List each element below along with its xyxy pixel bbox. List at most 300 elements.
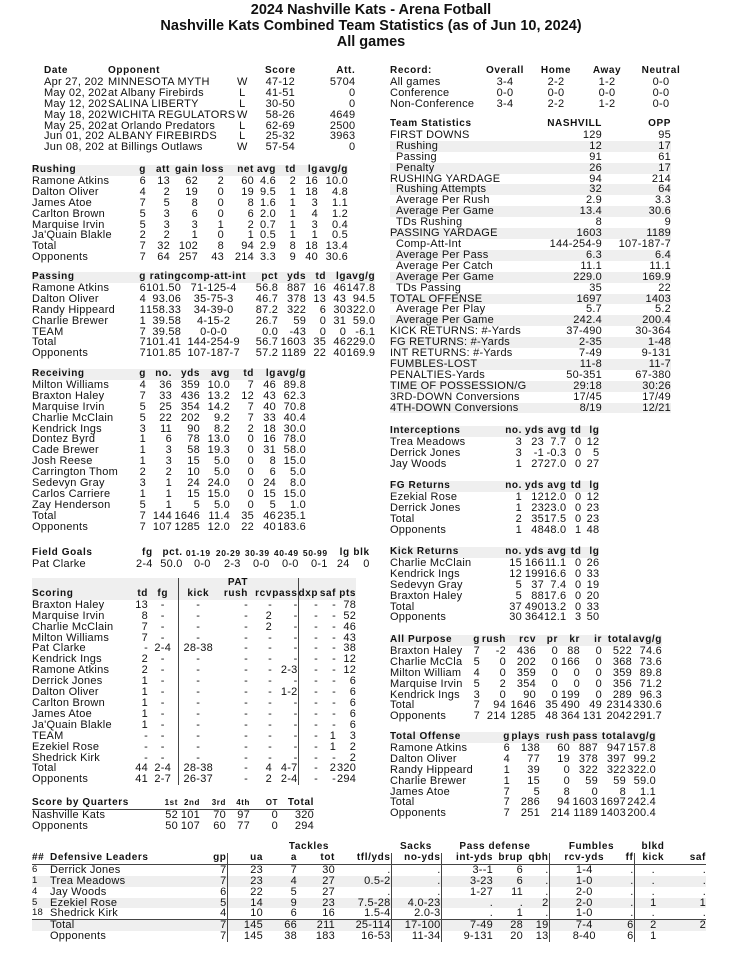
cell-no: 37 xyxy=(509,600,522,613)
cell-g: 7 xyxy=(139,347,146,360)
cell-ua: 22 xyxy=(250,885,263,898)
cell-pr: 0 xyxy=(551,644,558,657)
cell-pts: 6 xyxy=(349,718,357,731)
cell-ff: 6 xyxy=(619,931,634,942)
cell-rush: - xyxy=(244,773,248,786)
cell-saf: - xyxy=(332,675,337,688)
cell-pass: - xyxy=(272,698,298,709)
stat-opp: 17 xyxy=(658,139,671,152)
cell-yds: 23 xyxy=(531,501,544,514)
group-label-fumbles: Fumbles xyxy=(568,841,615,852)
cell-g: 1 xyxy=(139,303,146,316)
cell-rcv: - xyxy=(268,751,272,764)
cell-td: 0 xyxy=(247,498,254,511)
cell-avg: 19.3 xyxy=(207,444,230,457)
cell-td: 0 xyxy=(247,487,254,500)
receiving-section xyxy=(32,369,306,533)
cell-no: 25 xyxy=(159,400,172,413)
games-section xyxy=(44,66,355,153)
col-header: All Purpose xyxy=(390,634,453,645)
cell-avg: 8.2 xyxy=(213,422,230,435)
cell-kick: - xyxy=(178,742,218,753)
cell-yds: 354 xyxy=(180,400,200,413)
cell-score: 47-12 xyxy=(265,75,296,88)
cell-score: 41-51 xyxy=(265,86,296,99)
cell-dxp: - xyxy=(314,642,319,655)
cell-fg: - xyxy=(160,675,165,688)
report-scope: All games xyxy=(336,34,406,50)
row-label: Conference xyxy=(390,86,450,99)
cell-g: 5 xyxy=(139,411,146,424)
cell-lg: 23 xyxy=(586,512,600,525)
stat-nashville: 7-49 xyxy=(578,347,602,360)
stat-opp: 22 xyxy=(658,281,671,294)
stat-nashville: 11.1 xyxy=(580,259,602,272)
cell-rcv: - xyxy=(268,707,272,720)
cell-td: 1 xyxy=(289,185,296,198)
cell-no: 2 xyxy=(515,512,522,525)
col-header: rcv-yds xyxy=(564,851,605,863)
stat-label: Average Per Game xyxy=(396,270,494,283)
row-label: Milton Williams xyxy=(32,631,110,644)
stat-opp: 11-7 xyxy=(648,357,671,370)
cell-avg: 1.6 xyxy=(259,196,276,209)
cell-loss: 2 xyxy=(217,174,224,187)
cell-kick: - xyxy=(178,720,218,731)
cell-plays: 138 xyxy=(520,741,540,754)
cell-avg-g: 1.1 xyxy=(639,785,656,798)
cell-fg: 2-4 xyxy=(154,762,172,775)
row-label: Trea Meadows xyxy=(50,874,126,887)
scoring-row xyxy=(32,720,356,731)
col-header: qbh xyxy=(523,853,549,864)
cell-td: 0 xyxy=(247,466,254,479)
cell-pass: - xyxy=(272,611,298,622)
row-label: TEAM xyxy=(32,325,64,338)
games-table xyxy=(44,66,355,153)
stat-nashville: 8/19 xyxy=(579,401,602,414)
stat-nashville: 50-351 xyxy=(566,368,602,381)
cell-g: 5 xyxy=(473,655,480,668)
col-header: pass xyxy=(572,731,598,742)
cell-lg: 43 xyxy=(263,389,276,402)
cell-ir: 131 xyxy=(582,710,602,723)
stat-label: Rushing Attempts xyxy=(396,183,487,196)
cell-brup: 1 xyxy=(516,907,523,920)
cell-avg-g: 10.0 xyxy=(325,174,348,187)
cell-total: 359 xyxy=(612,666,632,679)
stat-nashville: 29:18 xyxy=(573,379,602,392)
row-label: Braxton Haley xyxy=(32,598,105,611)
cell-rush: - xyxy=(244,642,248,655)
passing-row xyxy=(32,348,375,359)
cell-gp: 4 xyxy=(198,908,227,919)
row-label: Total xyxy=(390,796,415,809)
all-purpose-row xyxy=(390,711,662,722)
cell-qbh: 13 xyxy=(523,931,549,942)
stat-opp: 30.6 xyxy=(648,205,671,218)
row-label: Total xyxy=(50,920,198,931)
col-header: Interceptions xyxy=(390,425,461,436)
cell-lg: 23 xyxy=(586,501,600,514)
cell-td: 0 xyxy=(575,556,582,569)
cell-pts: 6 xyxy=(349,707,357,720)
cell-ff: . xyxy=(619,887,634,898)
cell-home: 2-2 xyxy=(547,97,565,110)
cell-yds: 378 xyxy=(287,292,307,305)
cell-td: 1 xyxy=(141,707,148,720)
cell-td: - xyxy=(144,740,148,753)
col-header: no. xyxy=(505,425,522,436)
cell-td: 2 xyxy=(247,422,254,435)
row-label: Pat Clarke xyxy=(32,642,86,655)
cell-tot: 23 xyxy=(322,896,335,909)
cell-score: 25-32 xyxy=(265,130,296,143)
cell-att: 5704 xyxy=(329,75,356,88)
cell-opponent: at Albany Firebirds xyxy=(108,86,204,99)
cell-saf: - xyxy=(332,707,337,720)
stat-label: Rushing xyxy=(396,139,439,152)
record-table xyxy=(390,66,690,110)
cell-ir: 0 xyxy=(595,655,602,668)
cell-td: 0 xyxy=(575,501,582,514)
cell-avg-g: 74.6 xyxy=(639,644,662,657)
cell-yds: 887 xyxy=(287,281,307,294)
cell-avg-g: 242.4 xyxy=(627,796,656,809)
cell-no-yds: . xyxy=(391,876,441,887)
cell-td: 2 xyxy=(289,174,296,187)
cell-rush: 94 xyxy=(493,699,506,712)
cell-kick: - xyxy=(178,687,218,698)
cell-rcv: 359 xyxy=(516,666,536,679)
cell-kr: 199 xyxy=(560,688,580,701)
cell-avg: 7.4 xyxy=(550,578,567,591)
cell-avg-g: 99.2 xyxy=(633,752,656,765)
cell-pts: 78 xyxy=(343,598,357,611)
cell-qbh: 19 xyxy=(523,920,549,931)
row-label: Charlie McCla xyxy=(390,655,463,668)
cell-avg-g: 330.6 xyxy=(633,699,662,712)
cell-td: 2 xyxy=(141,664,148,677)
cell-lg: 18 xyxy=(263,422,276,435)
cell-att: 2 xyxy=(163,229,170,242)
cell-total: 2042 xyxy=(606,710,632,723)
cell-pass: 322 xyxy=(578,763,598,776)
cell-rating: 101.85 xyxy=(146,347,182,360)
cell-avg-g: 1.2 xyxy=(331,207,348,220)
row-label: Carrington Thom xyxy=(32,466,119,479)
cell-td: 0 xyxy=(575,578,582,591)
cell-td: 1 xyxy=(575,523,582,536)
col-header: pr xyxy=(546,634,558,645)
cell-lg: 12 xyxy=(586,490,600,503)
cell-rush: 214 xyxy=(486,710,506,723)
stat-nashville: 91 xyxy=(589,150,602,163)
cell-fg: - xyxy=(160,696,165,709)
cell-home: 2-2 xyxy=(547,75,565,88)
cell-pass: 1-2 xyxy=(272,687,298,698)
cell-2nd: 107 xyxy=(180,819,200,832)
cell-g: 5 xyxy=(139,498,146,511)
row-label: May 18, 202 xyxy=(44,108,108,121)
stat-nashville: 5.7 xyxy=(585,303,602,316)
cell-avg-g: 30.0 xyxy=(283,422,306,435)
col-header: kick xyxy=(642,851,665,863)
cell-pts: 2 xyxy=(349,751,357,764)
cell-dxp: - xyxy=(314,686,319,699)
cell-gain: 8 xyxy=(191,196,198,209)
cell-ua: 145 xyxy=(243,930,263,942)
cell-td: 1 xyxy=(141,696,148,709)
cell-avg: 13.2 xyxy=(544,600,567,613)
col-header: td xyxy=(570,546,582,557)
cell-away: 0-0 xyxy=(598,86,616,99)
cell-pr: 48 xyxy=(545,710,558,723)
col-header: ua xyxy=(250,851,263,863)
cell-total: 947 xyxy=(606,741,626,754)
cell-total: 2314 xyxy=(606,699,632,712)
cell-g: 7 xyxy=(503,796,510,809)
cell-dxp: - xyxy=(314,773,319,786)
cell-pass: - xyxy=(272,720,298,731)
cell-rating: 101.41 xyxy=(146,336,182,349)
cell-int-yds: 9-131 xyxy=(463,930,493,942)
cell-tfl-yds: 25-114 xyxy=(335,920,391,931)
cell-away: 1-2 xyxy=(598,97,616,110)
cell-pass: 2-4 xyxy=(272,774,298,785)
cell-avg: -0.3 xyxy=(546,446,567,459)
cell-lg: 24 xyxy=(336,557,350,570)
cell-lg: 43 xyxy=(333,292,347,305)
cell-away: 1-2 xyxy=(598,75,616,88)
team-stat-row xyxy=(390,152,671,163)
cell-plays: 77 xyxy=(527,752,540,765)
row-label: Total xyxy=(390,600,415,613)
cell-kick: - xyxy=(178,698,218,709)
cell-fg: - xyxy=(160,653,165,666)
cell-no: 3 xyxy=(515,446,522,459)
cell-dxp: - xyxy=(314,751,319,764)
cell-brup: . xyxy=(519,896,523,909)
col-header: avg/g xyxy=(346,271,376,282)
cell-g: 1 xyxy=(139,314,146,327)
cell-net: 1 xyxy=(247,229,254,242)
cell-rcv-yds: 1-0 xyxy=(575,874,593,887)
cell-result: L xyxy=(239,119,246,132)
cell-int-yds: . xyxy=(489,896,493,909)
total-offense-row xyxy=(390,808,656,819)
cell-tfl-yds: 1.5-4 xyxy=(335,908,391,919)
cell-yds: 1285 xyxy=(174,520,200,533)
row-label: Ja'Quain Blakle xyxy=(32,718,112,731)
cell-1st: 52 xyxy=(165,808,178,821)
cell-dxp: - xyxy=(314,762,319,775)
row-label: Milton Williams xyxy=(32,378,110,391)
col-header: no. xyxy=(155,368,172,379)
cell-kr: 0 xyxy=(573,666,580,679)
cell-dxp: - xyxy=(314,740,319,753)
cell-lg: 40 xyxy=(263,520,276,533)
cell-pct: 50.0 xyxy=(160,557,183,570)
col-header: Away xyxy=(592,65,622,76)
cell-fg: - xyxy=(160,609,165,622)
passing-row xyxy=(32,316,375,327)
cell-gain: 19 xyxy=(185,185,198,198)
col-header: yds xyxy=(524,425,544,436)
cell-a: 4 xyxy=(290,874,297,887)
cell-kick: - xyxy=(178,600,218,611)
cell-avg-g: 157.8 xyxy=(627,741,656,754)
cell-comp-att-int: 35-75-3 xyxy=(193,292,234,305)
cell-: 4 xyxy=(32,885,38,897)
stat-nashville: 35 xyxy=(589,281,602,294)
cell-lg: 31 xyxy=(263,444,276,457)
row-label: Shedrick Kirk xyxy=(32,751,101,764)
cell-no: 11 xyxy=(160,422,172,435)
cell-yds: 436 xyxy=(180,389,200,402)
cell-no: 12 xyxy=(509,567,522,580)
team-stat-row xyxy=(390,392,671,403)
cell-rush: 94 xyxy=(557,796,570,809)
cell-ir: 0 xyxy=(595,677,602,690)
cell-avg: 12.0 xyxy=(207,520,230,533)
cell-avg-g: 0.4 xyxy=(331,218,348,231)
cell-td: 1 xyxy=(289,207,296,220)
col-header: 3rd xyxy=(211,798,226,807)
cell-saf xyxy=(672,931,706,942)
row-label: May 12, 202 xyxy=(44,97,108,110)
cell-g: 1 xyxy=(139,455,146,468)
cell-avg-g: 30.6 xyxy=(325,251,348,264)
col-header: lg xyxy=(589,546,600,557)
rushing-section xyxy=(32,165,348,263)
kick-return-row xyxy=(390,591,599,602)
cell-ir: 0 xyxy=(595,644,602,657)
cell-yds: 48 xyxy=(531,523,544,536)
cell-rush: - xyxy=(244,631,248,644)
stat-opp: 3.3 xyxy=(654,194,671,207)
cell-no-yds: 17-100 xyxy=(391,920,441,931)
row-label: Ramone Atkins xyxy=(32,664,110,677)
cell-result: L xyxy=(239,97,246,110)
stat-opp: 169.9 xyxy=(642,270,671,283)
cell-yds: 27 xyxy=(531,457,544,470)
cell-yds: 199 xyxy=(524,567,544,580)
cell-kick: - xyxy=(178,731,218,742)
cell-yds: 15 xyxy=(187,487,200,500)
cell-: 5 xyxy=(32,896,38,908)
cell-td: 7 xyxy=(141,631,148,644)
cell-kick: - xyxy=(178,622,218,633)
fg-return-row xyxy=(390,514,599,525)
passing-table xyxy=(32,272,375,359)
cell-dxp: - xyxy=(314,675,319,688)
field-goals-section xyxy=(32,548,370,570)
cell-tot: 211 xyxy=(297,920,335,931)
cell-g: 5 xyxy=(139,400,146,413)
cell-ua: 145 xyxy=(227,920,263,931)
cell-g: 2 xyxy=(139,229,146,242)
col-header: Field Goals xyxy=(32,547,93,558)
cell-pts: 6 xyxy=(349,696,357,709)
cell-td: 0 xyxy=(575,567,582,580)
cell-score: 58-26 xyxy=(265,108,296,121)
cell-comp-att-int: 4-15-2 xyxy=(196,314,231,327)
passing-row xyxy=(32,305,375,316)
cell-avg: 17.6 xyxy=(544,589,567,602)
col-header: FG Returns xyxy=(390,480,451,491)
row-label: Ramone Atkins xyxy=(390,741,468,754)
cell-kick: 1 xyxy=(650,896,657,909)
col-header: fg xyxy=(157,587,169,599)
cell-lg: 3 xyxy=(311,218,318,231)
row-label: Dalton Oliver xyxy=(32,292,99,305)
cell-avg-g: 96.3 xyxy=(639,688,662,701)
cell-rush: 0 xyxy=(563,763,570,776)
cell-rush: - xyxy=(244,598,248,611)
col-header: avg/g xyxy=(632,634,662,645)
col-header: lg xyxy=(307,164,318,175)
col-header: Neutral xyxy=(641,65,681,76)
cell-rcv: 2 xyxy=(265,620,272,633)
cell-no: 3 xyxy=(165,444,172,457)
cell-total: 8 xyxy=(619,785,626,798)
row-label: Marquise Irvin xyxy=(32,609,105,622)
cell-rush: - xyxy=(244,740,248,753)
cell-lg: 20 xyxy=(586,589,600,602)
cell-total: 368 xyxy=(612,655,632,668)
cell-att: 64 xyxy=(157,251,170,264)
row-label: Opponents xyxy=(32,520,89,533)
cell-rush: - xyxy=(244,707,248,720)
col-header: OPP xyxy=(648,118,671,129)
cell-saf: . xyxy=(702,863,706,876)
cell-avg-g: 71.2 xyxy=(639,677,662,690)
cell-att: 0 xyxy=(348,97,356,110)
cell-avg-g: 322.0 xyxy=(346,303,376,316)
stat-label: FIRST DOWNS xyxy=(390,128,470,141)
col-header: g xyxy=(139,164,146,175)
cell-loss: 43 xyxy=(211,251,224,264)
cell-tot: 183 xyxy=(315,930,335,942)
cell-kr: 0 xyxy=(573,677,580,690)
col-header: td xyxy=(137,587,148,599)
cell-avg: 11.1 xyxy=(544,556,567,569)
cell-att: 2500 xyxy=(329,119,356,132)
cell-avg: 9.2 xyxy=(213,411,230,424)
cell-avg: 2.0 xyxy=(259,207,276,220)
cell-att: 0 xyxy=(348,141,356,154)
cell-kick: - xyxy=(178,665,218,676)
cell-gp: 6 xyxy=(198,887,227,898)
cell-td: 7 xyxy=(247,400,254,413)
cell-blk: 0 xyxy=(363,557,370,570)
cell-avg: 5.0 xyxy=(213,466,230,479)
cell-ot: 0 xyxy=(271,819,278,832)
cell-saf: 1 xyxy=(699,896,706,909)
cell-pct: 57.2 xyxy=(255,347,279,360)
col-header: net xyxy=(237,164,254,175)
cell-lg: 5 xyxy=(593,446,600,459)
col-header: tot xyxy=(320,851,335,863)
cell-total: 289 xyxy=(612,688,632,701)
cell-yds: 1603 xyxy=(280,336,307,349)
cell-rush: - xyxy=(244,664,248,677)
cell-20-29: 2-3 xyxy=(224,557,241,570)
stat-opp: 6.4 xyxy=(654,248,671,261)
cell-rcv: 1646 xyxy=(510,699,536,712)
col-header: avg xyxy=(256,164,276,175)
